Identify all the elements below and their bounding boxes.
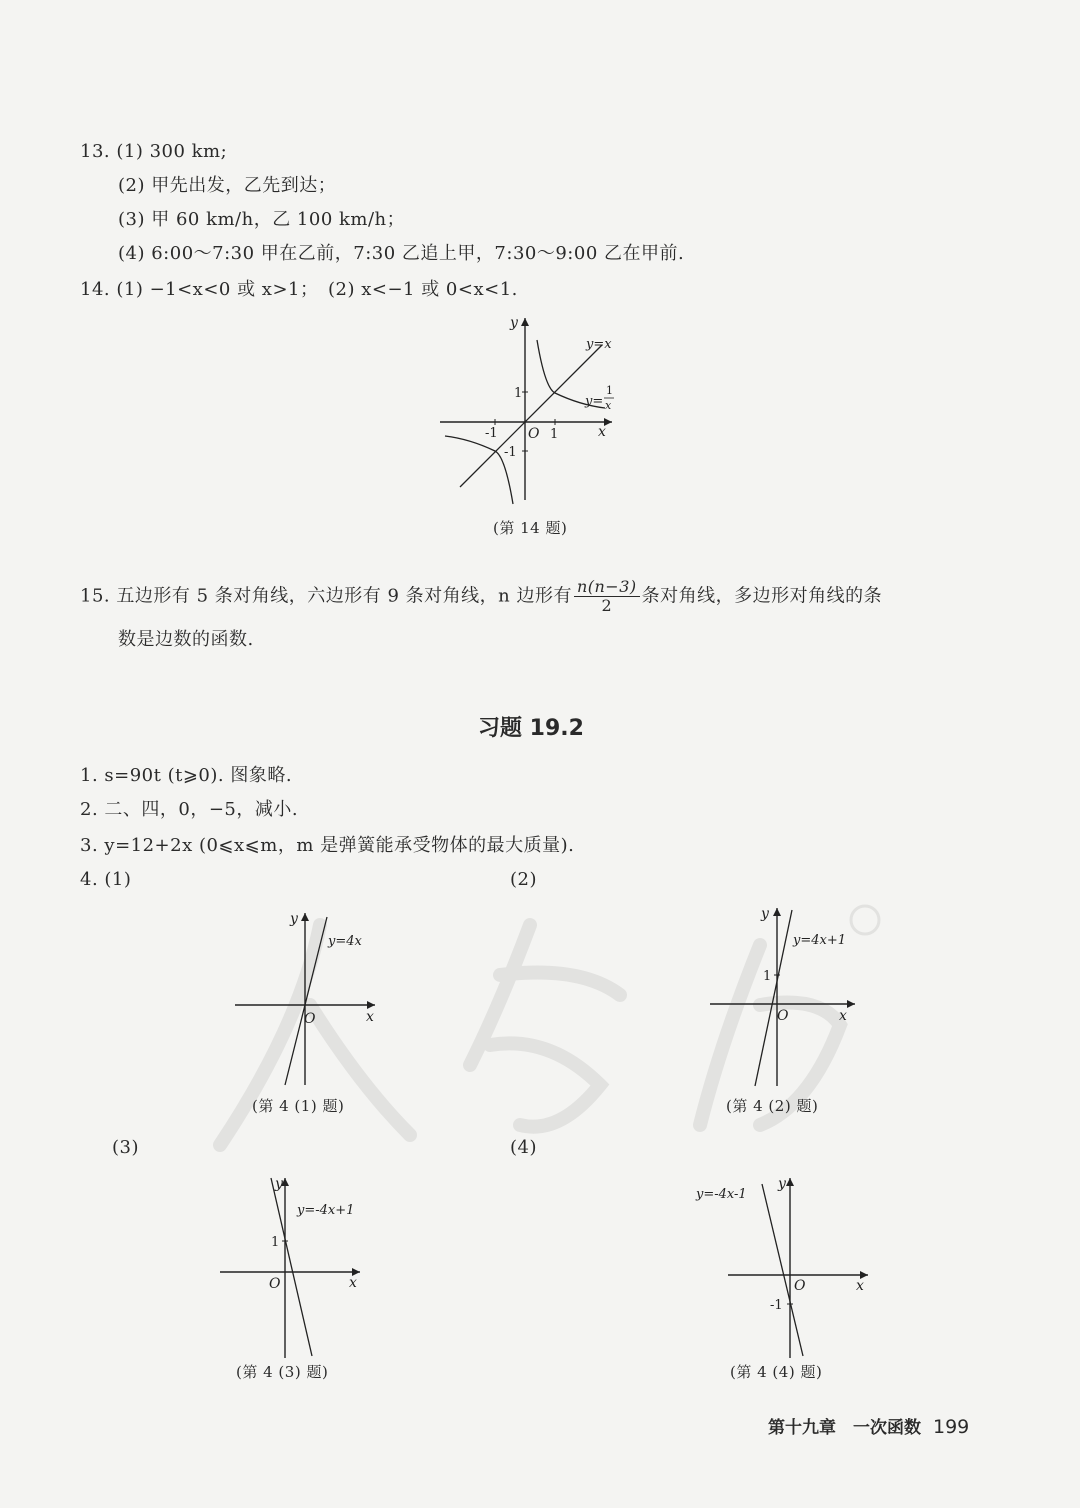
g4-y-label: y — [778, 1176, 786, 1192]
page-footer — [768, 1413, 969, 1438]
footer-page-number: 199 — [933, 1416, 970, 1438]
fraction-numerator: n(n−3) — [574, 578, 640, 597]
fig14-label-neg1x: -1 — [485, 426, 498, 441]
problem-15-line-1 — [80, 578, 882, 615]
exercise-2: 2. 二、四，0，−5，减小. — [80, 799, 299, 820]
g3-line-label: y=-4x+1 — [297, 1203, 355, 1218]
problem-13-line-2: (2) 甲先出发，乙先到达； — [118, 175, 337, 196]
exercise-4-sub2: (2) — [510, 869, 537, 890]
g1-y-label: y — [290, 911, 298, 927]
fig14-label-neg1y: -1 — [504, 445, 517, 460]
exercise-4-sub3: (3) — [112, 1137, 139, 1158]
problem-14-line-1: 14. (1) −1<x<0 或 x>1； (2) x<−1 或 0<x<1. — [80, 279, 518, 300]
g1-o-label: O — [304, 1011, 316, 1027]
graph-4-4 — [690, 1172, 875, 1362]
fig14-label-o: O — [528, 426, 540, 442]
g4-o-label: O — [794, 1278, 806, 1294]
g3-tick-label: 1 — [271, 1235, 280, 1250]
fig14-label-y: y — [510, 315, 518, 331]
fig14-label-1y: 1 — [514, 386, 523, 401]
fig14-label-curve-den: x — [605, 399, 612, 412]
fig14-label-x: x — [598, 424, 606, 440]
g2-o-label: O — [777, 1008, 789, 1024]
fig14-label-1x: 1 — [550, 427, 559, 442]
g2-y-label: y — [761, 906, 769, 922]
g4-x-label: x — [856, 1278, 864, 1294]
fig14-label-line: y=x — [586, 337, 612, 352]
g1-x-label: x — [366, 1009, 374, 1025]
g2-x-label: x — [839, 1008, 847, 1024]
graph-4-1 — [230, 905, 390, 1090]
g2-tick-label: 1 — [763, 969, 772, 984]
g4-line-label: y=-4x-1 — [696, 1187, 747, 1202]
section-title: 习题 19.2 — [478, 716, 584, 741]
figure-14-caption: (第 14 题) — [493, 519, 568, 537]
problem-15-fraction — [574, 578, 640, 615]
problem-15-text-a: 15. 五边形有 5 条对角线，六边形有 9 条对角线，n 边形有 — [80, 585, 572, 607]
g4-tick-label: -1 — [770, 1298, 783, 1313]
exercise-3: 3. y=12+2x (0⩽x⩽m，m 是弹簧能承受物体的最大质量). — [80, 835, 575, 856]
graph-4-2 — [705, 900, 870, 1090]
g1-line-label: y=4x — [328, 934, 362, 949]
exercise-4-sub4: (4) — [510, 1137, 537, 1158]
graph-4-4-caption: (第 4 (4) 题) — [730, 1363, 823, 1381]
problem-13-line-1: 13. (1) 300 km; — [80, 141, 228, 162]
exercise-1: 1. s=90t (t⩾0). 图象略. — [80, 765, 293, 786]
fraction-denominator: 2 — [601, 596, 613, 615]
figure-14-graph — [430, 310, 630, 510]
g3-x-label: x — [349, 1275, 357, 1291]
exercise-4-label: 4. (1) — [80, 869, 132, 890]
fig14-label-curve-num: 1 — [606, 384, 613, 397]
graph-4-3 — [215, 1172, 375, 1362]
problem-15-text-b: 条对角线，多边形对角线的条 — [641, 585, 883, 607]
g2-line-label: y=4x+1 — [793, 933, 847, 948]
problem-15-line-2: 数是边数的函数. — [118, 629, 254, 650]
graph-4-3-caption: (第 4 (3) 题) — [236, 1363, 329, 1381]
g3-y-label: y — [275, 1176, 283, 1192]
g3-o-label: O — [269, 1276, 281, 1292]
footer-chapter: 第十九章 一次函数 — [768, 1418, 921, 1438]
problem-13-line-4: (4) 6:00～7:30 甲在乙前，7:30 乙追上甲，7:30～9:00 乙在甲前. — [118, 243, 685, 264]
graph-4-2-caption: (第 4 (2) 题) — [726, 1097, 819, 1115]
graph-4-1-caption: (第 4 (1) 题) — [252, 1097, 345, 1115]
fig14-label-curve: y= — [585, 394, 604, 409]
problem-13-line-3: (3) 甲 60 km/h，乙 100 km/h； — [118, 209, 406, 230]
